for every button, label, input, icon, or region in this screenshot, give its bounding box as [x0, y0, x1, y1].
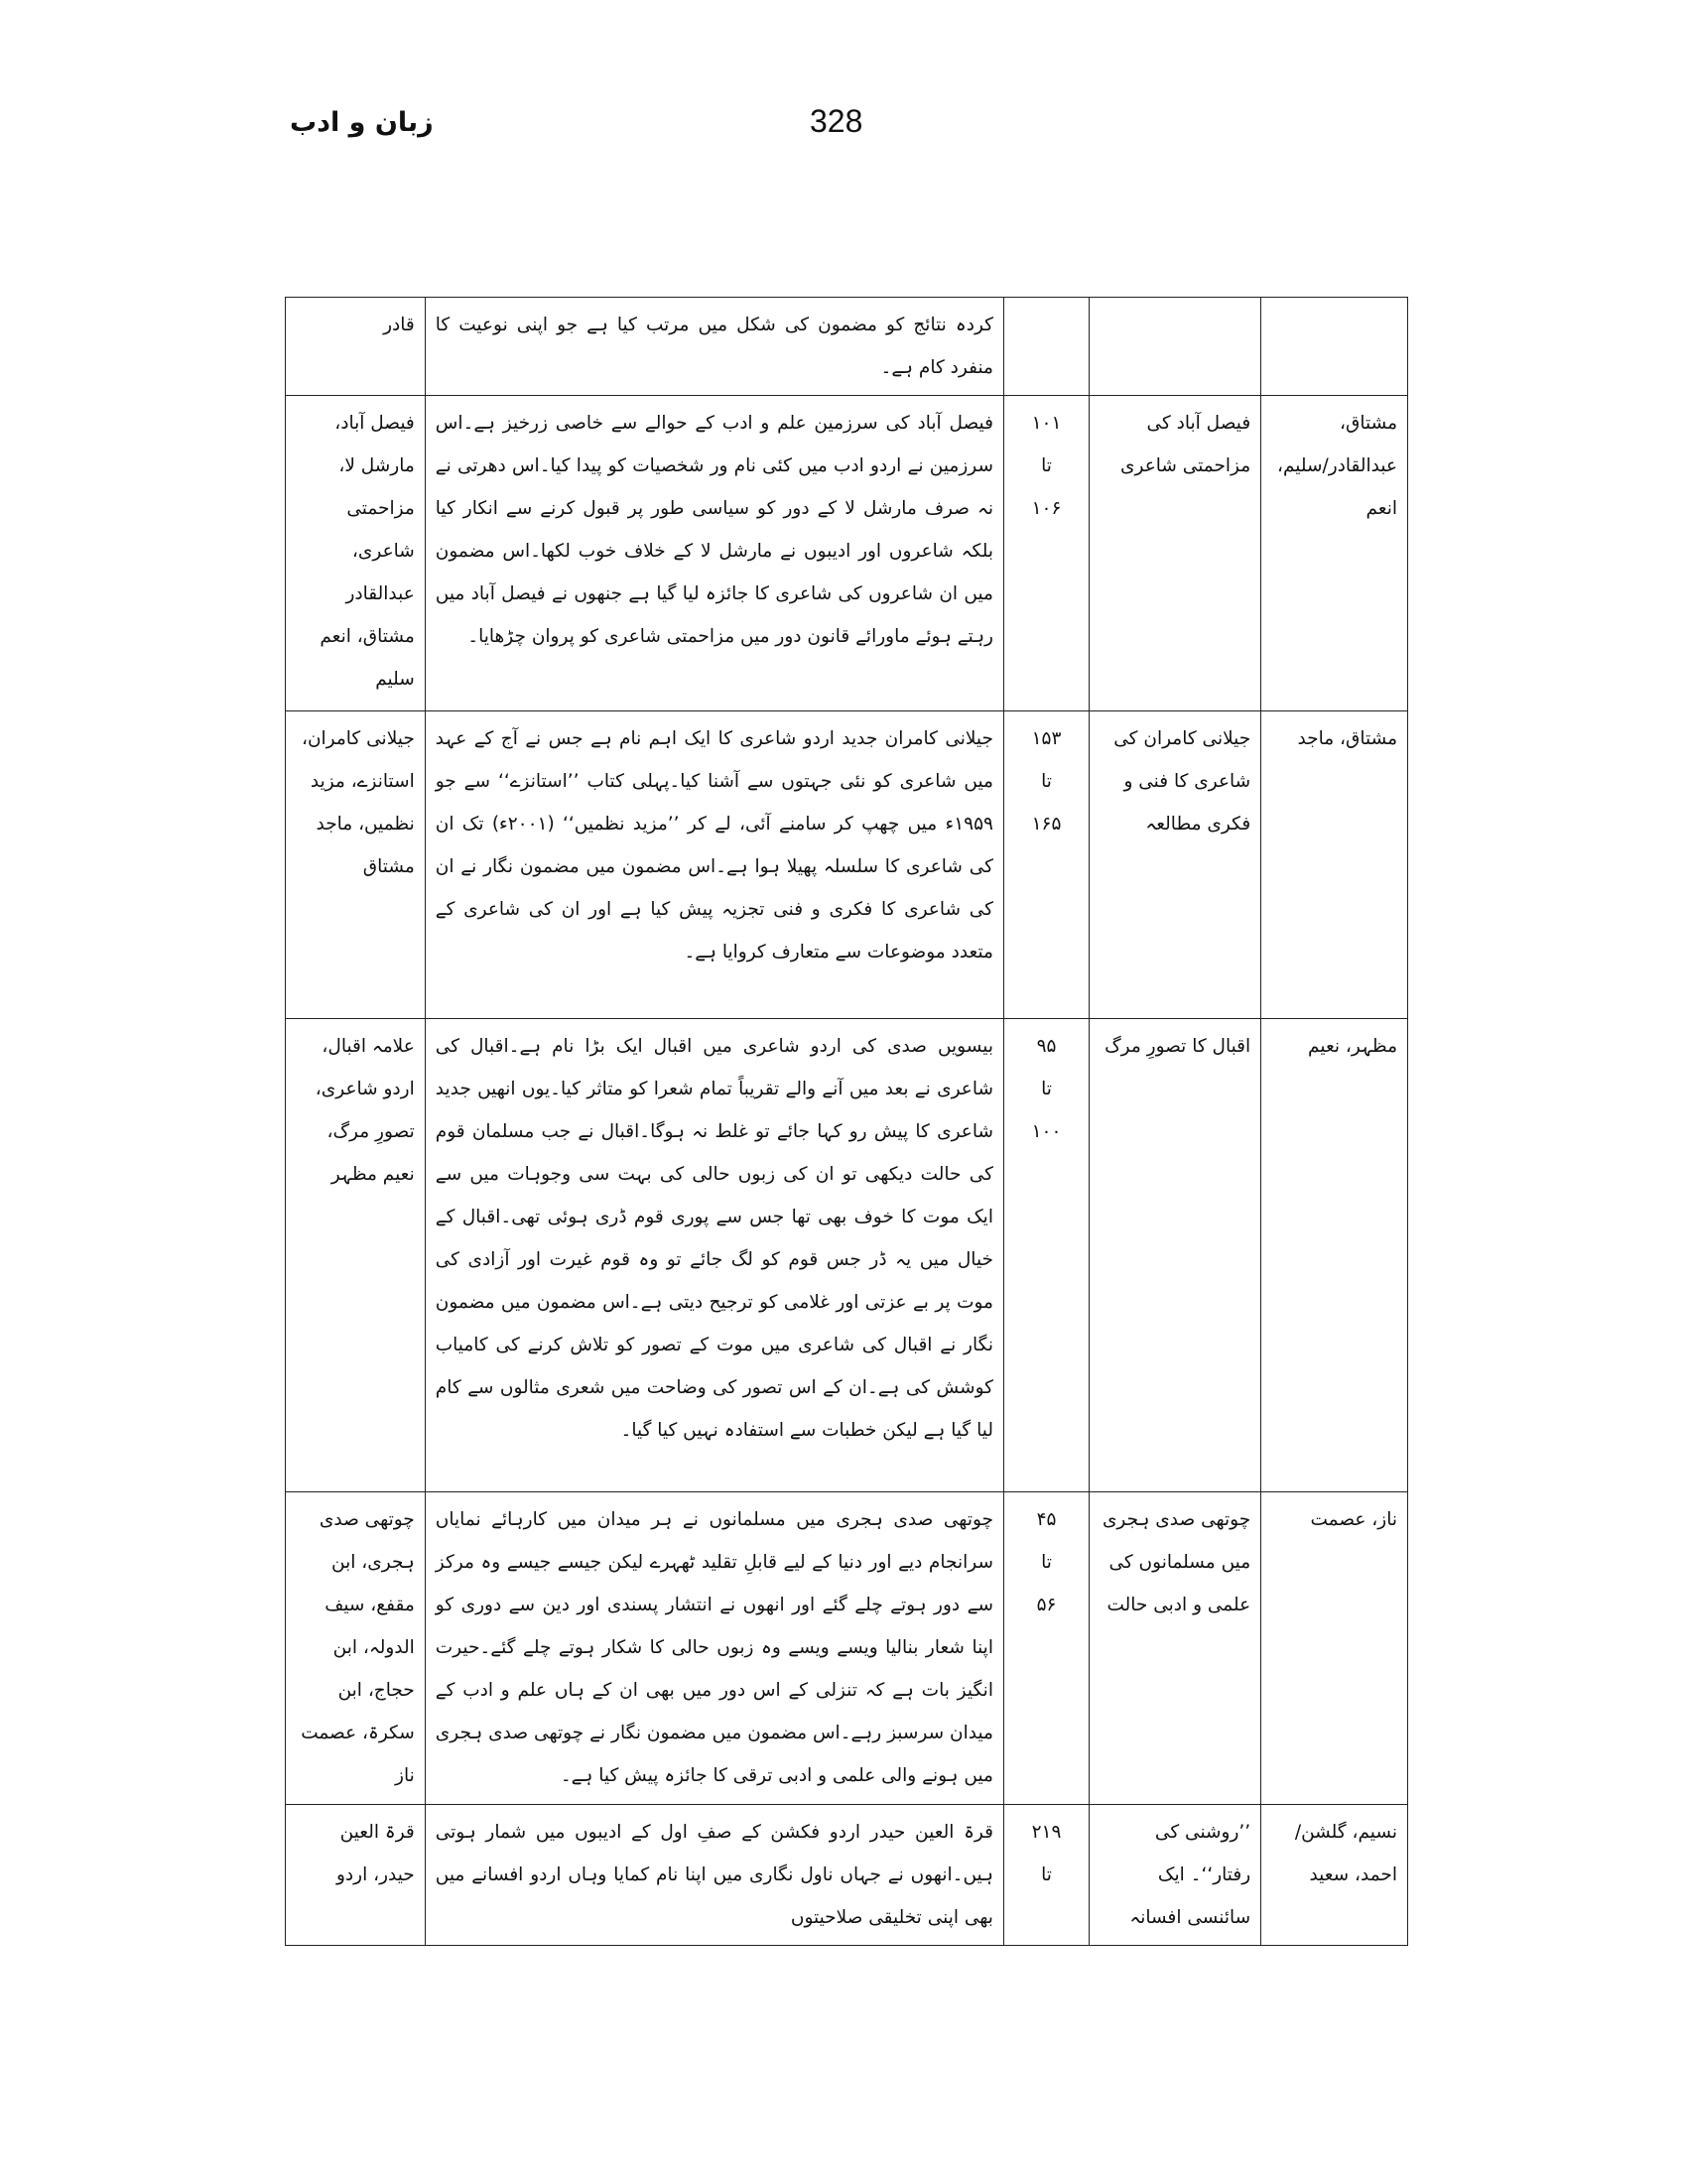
authors-cell: نسیم، گلشن/احمد، سعید	[1261, 1805, 1408, 1946]
summary-cell: بیسویں صدی کی اردو شاعری میں اقبال ایک بڑا نام ہے۔اقبال کی شاعری نے بعد میں آنے والے تقریباً تمام شعرا کو متاثر کیا۔یوں انھیں جدید شاعری کا پیش رو کہا جائے تو غلط نہ ہوگا۔اقبال نے جب مسلمان قوم کی حالت دیکھی تو ان کی زبوں حالی کی بہت سی وجوہات میں سے ایک موت کا خوف بھی تھا جس سے پوری قوم ڈری ہوئی تھی۔اقبال کے خیال میں یہ ڈر جس قوم کو لگ جائے تو وہ قوم غیرت اور آزادی کی موت پر بے عزتی اور غلامی کو ترجیح دیتی ہے۔اس مضمون میں مضمون نگار نے اقبال کی شاعری میں موت کے تصور کو تلاش کرنے کی کامیاب کوشش کی ہے۔ان کے اس تصور کی وضاحت میں شعری مثالوں سے کام لیا گیا ہے لیکن خطبات سے استفادہ نہیں کیا گیا۔	[425, 1019, 1003, 1492]
pages-cell	[1003, 298, 1089, 396]
authors-cell: ناز، عصمت	[1261, 1492, 1408, 1805]
pages-cell	[1003, 711, 1089, 1019]
page-start: ۱۰۱	[1031, 413, 1062, 434]
page-start: ۹۵	[1036, 1036, 1057, 1057]
summary-cell: جیلانی کامران جدید اردو شاعری کا ایک اہم نام ہے جس نے آج کے عہد میں شاعری کو نئی جہتوں سے آشنا کیا۔پہلی کتاب ’’استانزے‘‘ سے جو ۱۹۵۹ء میں چھپ کر سامنے آئی، لے کر ’’مزید نظمیں‘‘ (۲۰۰۱ء) تک ان کی شاعری کا سلسلہ پھیلا ہوا ہے۔اس مضمون میں مضمون نگار نے ان کی شاعری کا فکری و فنی تجزیہ پیش کیا ہے اور ان کی شاعری کے متعدد موضوعات سے متعارف کروایا ہے۔	[425, 711, 1003, 1019]
page-separator: تا	[1041, 1552, 1052, 1573]
authors-cell	[1261, 298, 1408, 396]
summary-cell: چوتھی صدی ہجری میں مسلمانوں نے ہر میدان میں کارہائے نمایاں سرانجام دیے اور دنیا کے لیے قابلِ تقلید ٹھہرے لیکن جیسے جیسے وہ مرکز سے دور ہوتے چلے گئے اور انھوں نے انتشار پسندی اور دین سے دوری کو اپنا شعار بنالیا ویسے ویسے وہ زبوں حالی کا شکار ہوتے چلے گئے۔حیرت انگیز بات ہے کہ تنزلی کے اس دور میں بھی ان کے ہاں علم و ادب کے میدان سرسبز رہے۔اس مضمون میں مضمون نگار نے چوتھی صدی ہجری میں ہونے والی علمی و ادبی ترقی کا جائزہ پیش کیا ہے۔	[425, 1492, 1003, 1805]
page-number: 328	[810, 103, 863, 139]
pages-cell	[1003, 396, 1089, 711]
authors-cell: مظہر، نعیم	[1261, 1019, 1408, 1492]
authors-cell: مشتاق، ماجد	[1261, 711, 1408, 1019]
keywords-cell: علامہ اقبال، اردو شاعری، تصورِ مرگ، نعیم مظہر	[286, 1019, 426, 1492]
page-header	[0, 0, 1688, 159]
keywords-cell: جیلانی کامران، استانزے، مزید نظمیں، ماجد مشتاق	[286, 711, 426, 1019]
title-cell	[1090, 298, 1261, 396]
page-end: ۱۰۶	[1031, 498, 1062, 519]
summary-cell: کردہ نتائج کو مضمون کی شکل میں مرتب کیا ہے جو اپنی نوعیت کا منفرد کام ہے۔	[425, 298, 1003, 396]
article-index-table	[285, 297, 1408, 1946]
pages-cell	[1003, 1492, 1089, 1805]
table-row	[286, 1019, 1408, 1492]
pages-cell	[1003, 1019, 1089, 1492]
table-row	[286, 396, 1408, 711]
keywords-cell: قادر	[286, 298, 426, 396]
table-row	[286, 298, 1408, 396]
page-start: ۱۵۳	[1031, 728, 1062, 749]
keywords-cell: قرۃ العین حیدر، اردو	[286, 1805, 426, 1946]
page-separator: تا	[1041, 455, 1052, 476]
title-cell: جیلانی کامران کی شاعری کا فنی و فکری مطالعہ	[1090, 711, 1261, 1019]
page-end: ۱۶۵	[1031, 814, 1062, 835]
table-row	[286, 711, 1408, 1019]
title-cell: فیصل آباد کی مزاحمتی شاعری	[1090, 396, 1261, 711]
title-cell: اقبال کا تصورِ مرگ	[1090, 1019, 1261, 1492]
authors-cell: مشتاق، عبدالقادر/سلیم، انعم	[1261, 396, 1408, 711]
title-cell: ’’روشنی کی رفتار‘‘۔ ایک سائنسی افسانہ	[1090, 1805, 1261, 1946]
page-start: ۴۵	[1036, 1509, 1057, 1530]
journal-name: زبان و ادب	[290, 107, 434, 138]
page-start: ۲۱۹	[1031, 1822, 1062, 1843]
pages-cell	[1003, 1805, 1089, 1946]
keywords-cell: فیصل آباد، مارشل لا، مزاحمتی شاعری، عبدالقادر مشتاق، انعم سلیم	[286, 396, 426, 711]
page-end: ۱۰۰	[1031, 1121, 1062, 1142]
summary-cell: قرۃ العین حیدر اردو فکشن کے صفِ اول کے ادیبوں میں شمار ہوتی ہیں۔انھوں نے جہاں ناول نگاری میں اپنا نام کمایا وہاں اردو افسانے میں بھی اپنی تخلیقی صلاحیتوں	[425, 1805, 1003, 1946]
keywords-cell: چوتھی صدی ہجری، ابن مقفع، سیف الدولہ، ابن حجاج، ابن سکرۃ، عصمت ناز	[286, 1492, 426, 1805]
page-separator: تا	[1041, 1079, 1052, 1099]
table-row	[286, 1805, 1408, 1946]
title-cell: چوتھی صدی ہجری میں مسلمانوں کی علمی و ادبی حالت	[1090, 1492, 1261, 1805]
page-separator: تا	[1041, 1864, 1052, 1885]
summary-cell: فیصل آباد کی سرزمین علم و ادب کے حوالے سے خاصی زرخیز ہے۔اس سرزمین نے اردو ادب میں کئی نام ور شخصیات کو پیدا کیا۔اس دھرتی نے نہ صرف مارشل لا کے دور کو سیاسی طور پر قبول کرنے سے انکار کیا بلکہ شاعروں اور ادیبوں نے مارشل لا کے خلاف خوب لکھا۔اس مضمون میں ان شاعروں کی شاعری کا جائزہ لیا گیا ہے جنھوں نے فیصل آباد میں رہتے ہوئے ماورائے قانون دور میں مزاحمتی شاعری کو پروان چڑھایا۔	[425, 396, 1003, 711]
page-separator: تا	[1041, 771, 1052, 792]
table-row	[286, 1492, 1408, 1805]
page-end: ۵۶	[1036, 1595, 1057, 1615]
